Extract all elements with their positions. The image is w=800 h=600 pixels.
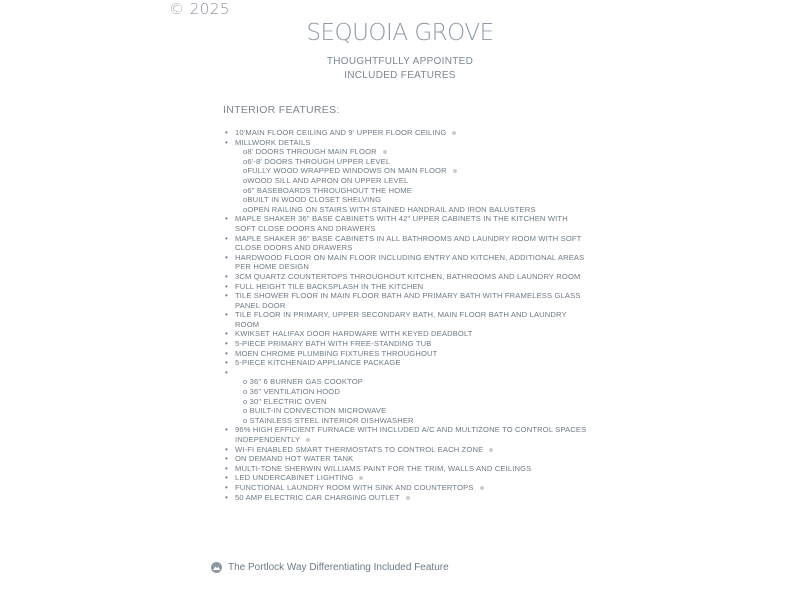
feature-subitem	[225, 387, 587, 397]
feature-item	[225, 329, 587, 339]
feature-subitem	[225, 186, 587, 196]
feature-text: oWOOD SILL AND APRON ON UPPER LEVEL	[243, 175, 409, 185]
bullet-icon: •	[225, 463, 228, 473]
legend-text: The Portlock Way Differentiating Included Feature	[228, 562, 449, 573]
bullet-icon: •	[225, 137, 228, 147]
feature-item	[225, 272, 587, 282]
feature-item	[225, 291, 587, 310]
feature-text: 10'MAIN FLOOR CEILING AND 9' UPPER FLOOR CEILING	[235, 128, 447, 137]
feature-item	[225, 454, 587, 464]
feature-item	[225, 128, 587, 138]
feature-text: o6'-8' DOORS THROUGH UPPER LEVEL	[243, 156, 391, 166]
feature-text: 3CM QUARTZ COUNTERTOPS THROUGHOUT KITCHEN, BATHROOMS AND LAUNDRY ROOM	[235, 271, 581, 281]
bullet-icon: •	[225, 348, 228, 358]
feature-text: FUNCTIONAL LAUNDRY ROOM WITH SINK AND COUNTERTOPS	[235, 482, 474, 492]
feature-item	[225, 234, 587, 253]
feature-subitem	[225, 205, 587, 215]
bullet-icon: •	[225, 233, 228, 243]
bullet-icon: •	[225, 482, 228, 492]
feature-item	[225, 282, 587, 292]
feature-item	[225, 214, 587, 233]
feature-text: o 30" ELECTRIC OVEN	[243, 396, 327, 406]
bullet-icon: •	[225, 252, 228, 262]
feature-text: MAPLE SHAKER 36" BASE CABINETS WITH 42" UPPER CABINETS IN THE KITCHEN WITH SOFT CLOSE DOORS AND DRAWERS	[235, 214, 568, 233]
bullet-icon: •	[225, 454, 228, 464]
feature-item	[225, 493, 587, 503]
feature-text: WI-FI ENABLED SMART THERMOSTATS TO CONTROL EACH ZONE	[235, 444, 484, 454]
feature-subitem	[225, 377, 587, 387]
feature-text: ON DEMAND HOT WATER TANK	[235, 454, 354, 464]
feature-text: oOPEN RAILING ON STAIRS WITH STAINED HANDRAIL AND IRON BALUSTERS	[243, 204, 536, 214]
mountain-logo-icon	[211, 562, 222, 573]
feature-text: TILE SHOWER FLOOR IN MAIN FLOOR BATH AND PRIMARY BATH WITH FRAMELESS GLASS PANEL DOOR	[235, 291, 581, 310]
feature-text: FULL HEIGHT TILE BACKSPLASH IN THE KITCHEN	[235, 281, 424, 291]
bullet-icon: •	[225, 271, 228, 281]
feature-subitem	[225, 176, 587, 186]
copyright-text: © 2025	[169, 0, 230, 18]
tagline-line-2: INCLUDED FEATURES	[344, 70, 456, 81]
portlock-feature-icon	[359, 476, 363, 480]
feature-text: MULTI-TONE SHERWIN WILLIAMS PAINT FOR THE TRIM, WALLS AND CEILINGS	[235, 463, 532, 473]
feature-subitem	[225, 195, 587, 205]
feature-item	[225, 349, 587, 359]
feature-item	[225, 425, 587, 444]
feature-text: o 36" VENTILATION HOOD	[243, 387, 341, 397]
feature-text: MAPLE SHAKER 36" BASE CABINETS IN ALL BATHROOMS AND LAUNDRY ROOM WITH SOFT CLOSE DOORS AND DRAWERS	[235, 233, 582, 253]
feature-item	[225, 339, 587, 349]
feature-item	[225, 138, 587, 148]
bullet-icon: •	[225, 425, 228, 435]
feature-text: KWIKSET HALIFAX DOOR HARDWARE WITH KEYED DEADBOLT	[235, 329, 473, 339]
legend	[211, 562, 449, 573]
portlock-feature-icon	[489, 448, 493, 452]
bullet-icon: •	[225, 358, 228, 368]
bullet-icon: •	[225, 281, 228, 291]
portlock-feature-icon	[383, 150, 387, 154]
feature-item	[225, 368, 587, 378]
feature-item	[225, 310, 587, 329]
feature-item	[225, 473, 587, 483]
feature-item	[225, 253, 587, 272]
feature-text: MOEN CHROME PLUMBING FIXTURES THROUGHOUT	[235, 348, 438, 358]
portlock-feature-icon	[453, 169, 457, 173]
bullet-icon: •	[225, 214, 228, 224]
feature-text: LED UNDERCABINET LIGHTING	[235, 473, 354, 483]
portlock-feature-icon	[306, 438, 310, 442]
bullet-icon: •	[225, 310, 228, 320]
feature-item	[225, 358, 587, 368]
portlock-feature-icon	[406, 496, 410, 500]
feature-text: TILE FLOOR IN PRIMARY, UPPER SECONDARY BATH, MAIN FLOOR BATH AND LAUNDRY ROOM	[235, 310, 567, 329]
feature-text: 5-PIECE KITCHENAID APPLIANCE PACKAGE	[235, 358, 401, 368]
portlock-feature-icon	[452, 131, 456, 135]
bullet-icon: •	[225, 329, 228, 339]
bullet-icon: •	[225, 444, 228, 454]
feature-subitem	[225, 166, 587, 176]
feature-text: 5-PIECE PRIMARY BATH WITH FREE-STANDING TUB	[235, 339, 432, 349]
feature-text: 96% HIGH EFFICIENT FURNACE WITH INCLUDED A/C AND MULTIZONE TO CONTROL SPACES INDEPENDENTLY	[235, 425, 587, 444]
bullet-icon: •	[225, 492, 228, 502]
feature-text: 50 AMP ELECTRIC CAR CHARGING OUTLET	[235, 492, 400, 502]
feature-text: o 36" 6 BURNER GAS COOKTOP	[243, 377, 363, 387]
feature-subitem	[225, 147, 587, 157]
bullet-icon: •	[225, 339, 228, 349]
portlock-feature-icon	[480, 486, 484, 490]
brand-logo-text: SEQUOIA GROVE	[306, 20, 494, 46]
feature-item	[225, 445, 587, 455]
feature-text: HARDWOOD FLOOR ON MAIN FLOOR INCLUDING ENTRY AND KITCHEN, ADDITIONAL AREAS PER HOME DESIGN	[235, 252, 585, 272]
feature-text: o6" BASEBOARDS THROUGHOUT THE HOME	[243, 185, 412, 195]
feature-item	[225, 464, 587, 474]
feature-text: o BUILT-IN CONVECTION MICROWAVE	[243, 406, 387, 416]
feature-subitem	[225, 416, 587, 426]
feature-text: MILLWORK DETAILS	[235, 137, 311, 147]
section-title: INTERIOR FEATURES:	[223, 104, 340, 116]
feature-subitem	[225, 397, 587, 407]
feature-subitem	[225, 157, 587, 167]
bullet-icon: •	[225, 128, 228, 137]
tagline-line-1: THOUGHTFULLY APPOINTED	[326, 56, 474, 67]
feature-text: o STAINLESS STEEL INTERIOR DISHWASHER	[243, 415, 414, 425]
feature-text: o8' DOORS THROUGH MAIN FLOOR	[243, 147, 377, 157]
bullet-icon: •	[225, 291, 228, 301]
bullet-icon: •	[225, 367, 228, 377]
bullet-icon: •	[225, 473, 228, 483]
feature-text: oBUILT IN WOOD CLOSET SHELVING	[243, 195, 382, 205]
feature-subitem	[225, 406, 587, 416]
feature-item	[225, 483, 587, 493]
feature-list	[225, 128, 587, 502]
feature-text: oFULLY WOOD WRAPPED WINDOWS ON MAIN FLOOR	[243, 166, 447, 176]
